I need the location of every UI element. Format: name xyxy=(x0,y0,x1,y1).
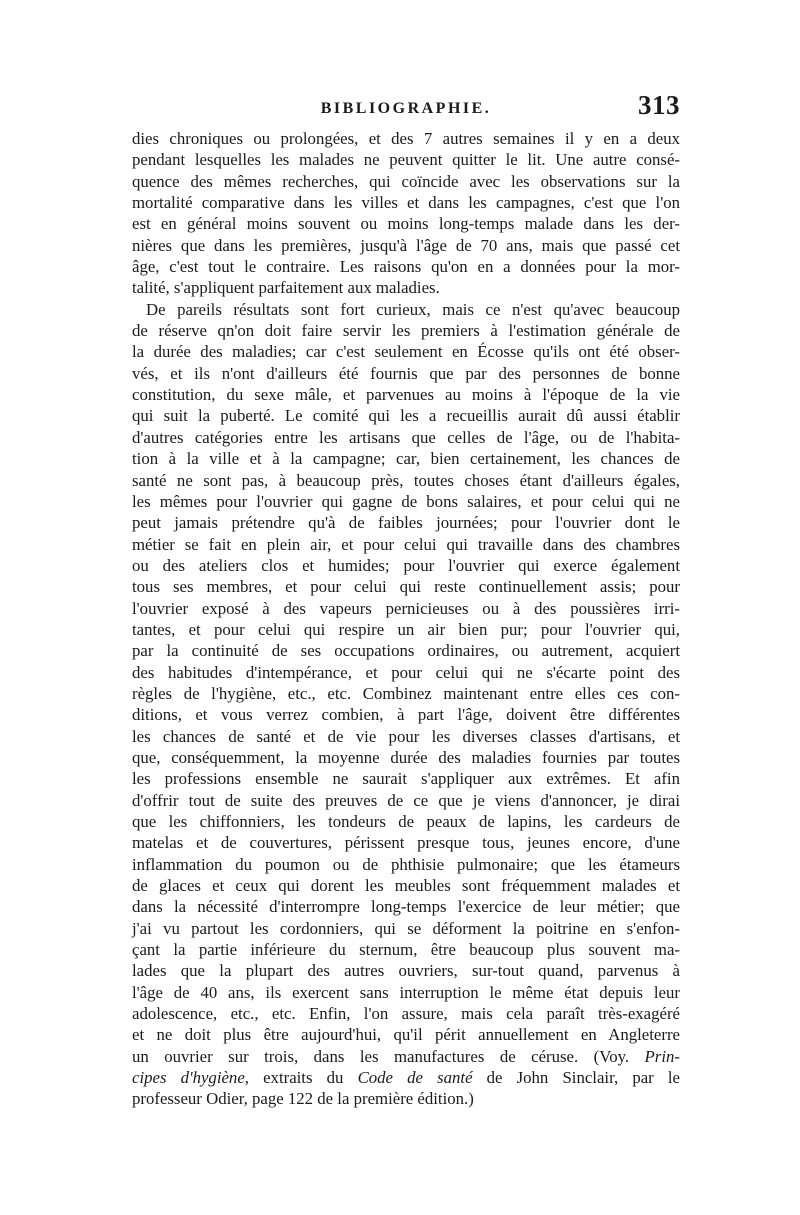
text-line: que les chiffonniers, les tondeurs de peaux de lapins, les cardeurs de xyxy=(132,812,680,831)
text-line: l'ouvrier exposé à des vapeurs pernicieuses ou à des poussières irri- xyxy=(132,598,680,618)
text-line: mortalité comparative dans les villes et dans les campagnes, c'est que l'on xyxy=(132,193,680,213)
italic-title-code: Code de santé xyxy=(357,1068,473,1088)
italic-title-start: Prin- xyxy=(644,1046,680,1066)
running-head xyxy=(132,90,680,130)
text-line: çant la partie inférieure du sternum, être beaucoup plus souvent ma- xyxy=(132,940,680,960)
text-line: inflammation du poumon ou de phthisie pulmonaire; que les étameurs xyxy=(132,854,680,874)
page-number: 313 xyxy=(638,90,680,120)
text-line: ditions, et vous verrez combien, à part l'âge, doivent être différentes xyxy=(132,705,680,725)
citation-line xyxy=(132,1067,680,1088)
text-line: les chances de santé et de vie pour les diverses classes d'artisans, et xyxy=(132,726,680,746)
paragraph-start-line: De pareils résultats sont fort curieux, mais ce n'est qu'avec beaucoup xyxy=(146,299,680,319)
text-line: âge, c'est tout le contraire. Les raisons qu'on en a données pour la mor- xyxy=(132,257,680,277)
text-line: quence des mêmes recherches, qui coïncide avec les observations sur la xyxy=(132,171,680,191)
text-line: des habitudes d'intempérance, et pour celui qui ne s'écarte point des xyxy=(132,662,680,682)
text-line: peut jamais prétendre qu'à de faibles journées; pour l'ouvrier dont le xyxy=(132,513,680,533)
text-line: de réserve qn'on doit faire servir les premiers à l'estimation générale de xyxy=(132,321,680,341)
text-line-with-citation xyxy=(132,1046,680,1067)
text-line: règles de l'hygiène, etc., etc. Combinez maintenant entre elles ces con- xyxy=(132,683,680,703)
text-line: la durée des maladies; car c'est seulement en Écosse qu'ils ont été obser- xyxy=(132,342,680,362)
text-line: dies chroniques ou prolongées, et des 7 autres semaines il y en a deux xyxy=(132,129,680,148)
text-line: ou des ateliers clos et humides; pour l'ouvrier qui exerce également xyxy=(132,555,680,575)
text-line: matelas et de couvertures, périssent presque tous, jeunes encore, d'une xyxy=(132,833,680,853)
citation-lead: un ouvrier sur trois, dans les manufactures de céruse. (Voy. xyxy=(132,1046,630,1066)
text-line: santé ne sont pas, à beaucoup près, toutes choses étant d'ailleurs égales, xyxy=(132,470,680,490)
text-line: les professions ensemble ne saurait s'appliquer aux extrêmes. Et afin xyxy=(132,769,680,789)
text-line: que, conséquemment, la moyenne durée des maladies fournies par toutes xyxy=(132,747,680,767)
italic-title-principes: cipes d'hygiène xyxy=(132,1068,245,1088)
text-line: adolescence, etc., etc. Enfin, l'on assure, mais cela paraît très-exagéré xyxy=(132,1004,680,1024)
running-title: BIBLIOGRAPHIE. xyxy=(320,100,492,117)
text-line: l'âge de 40 ans, ils exercent sans interruption le même état depuis leur xyxy=(132,982,680,1002)
text-line: lades que la plupart des autres ouvriers, sur-tout quand, parvenus à xyxy=(132,961,680,981)
text-line: pendant lesquelles les malades ne peuvent quitter le lit. Une autre consé- xyxy=(132,150,680,170)
text-line: d'offrir tout de suite des preuves de ce que je viens d'annoncer, je dirai xyxy=(132,790,680,810)
paragraph-end-line: talité, s'appliquent parfaitement aux maladies. xyxy=(132,278,440,298)
text-line: constitution, du sexe mâle, et parvenues au moins à l'époque de la vie xyxy=(132,385,680,405)
text-line: nières que dans les premières, jusqu'à l'âge de 70 ans, mais que passé cet xyxy=(132,235,680,255)
text-line: qui suit la puberté. Le comité qui les a recueillis aurait dû aussi établir xyxy=(132,406,680,426)
text-line: tion à la ville et à la campagne; car, bien certainement, les chances de xyxy=(132,449,680,469)
citation-end-line: professeur Odier, page 122 de la première édition.) xyxy=(132,1089,474,1109)
text-line: est en général moins souvent ou moins long-temps malade dans les der- xyxy=(132,214,680,234)
citation-author: de John Sinclair, par le xyxy=(472,1068,680,1088)
text-line: tantes, et pour celui qui respire un air bien pur; pour l'ouvrier qui, xyxy=(132,619,680,639)
text-line: métier se fait en plein air, et pour celui qui travaille dans des chambres xyxy=(132,534,680,554)
text-body xyxy=(132,128,680,1110)
text-line: les mêmes pour l'ouvrier qui gagne de bons salaires, et pour celui qui ne xyxy=(132,491,680,511)
text-line: tous ses membres, et pour celui qui reste continuellement assis; pour xyxy=(132,577,680,597)
text-line: j'ai vu partout les cordonniers, qui se déforment la poitrine en s'enfon- xyxy=(132,918,680,938)
text-line: vés, et ils n'ont d'ailleurs été fournis que par des personnes de bonne xyxy=(132,363,680,383)
text-line: d'autres catégories entre les artisans que celles de l'âge, ou de l'habita- xyxy=(132,427,680,447)
citation-text: , extraits du xyxy=(244,1068,358,1088)
text-line: dans la nécessité d'interrompre long-temps l'exercice de leur métier; que xyxy=(132,897,680,917)
text-line: de glaces et ceux qui dorent les meubles sont fréquemment malades et xyxy=(132,876,680,896)
text-line: par la continuité de ses occupations ordinaires, ou autrement, acquiert xyxy=(132,641,680,661)
text-line: et ne doit plus être aujourd'hui, qu'il périt annuellement en Angleterre xyxy=(132,1025,680,1045)
